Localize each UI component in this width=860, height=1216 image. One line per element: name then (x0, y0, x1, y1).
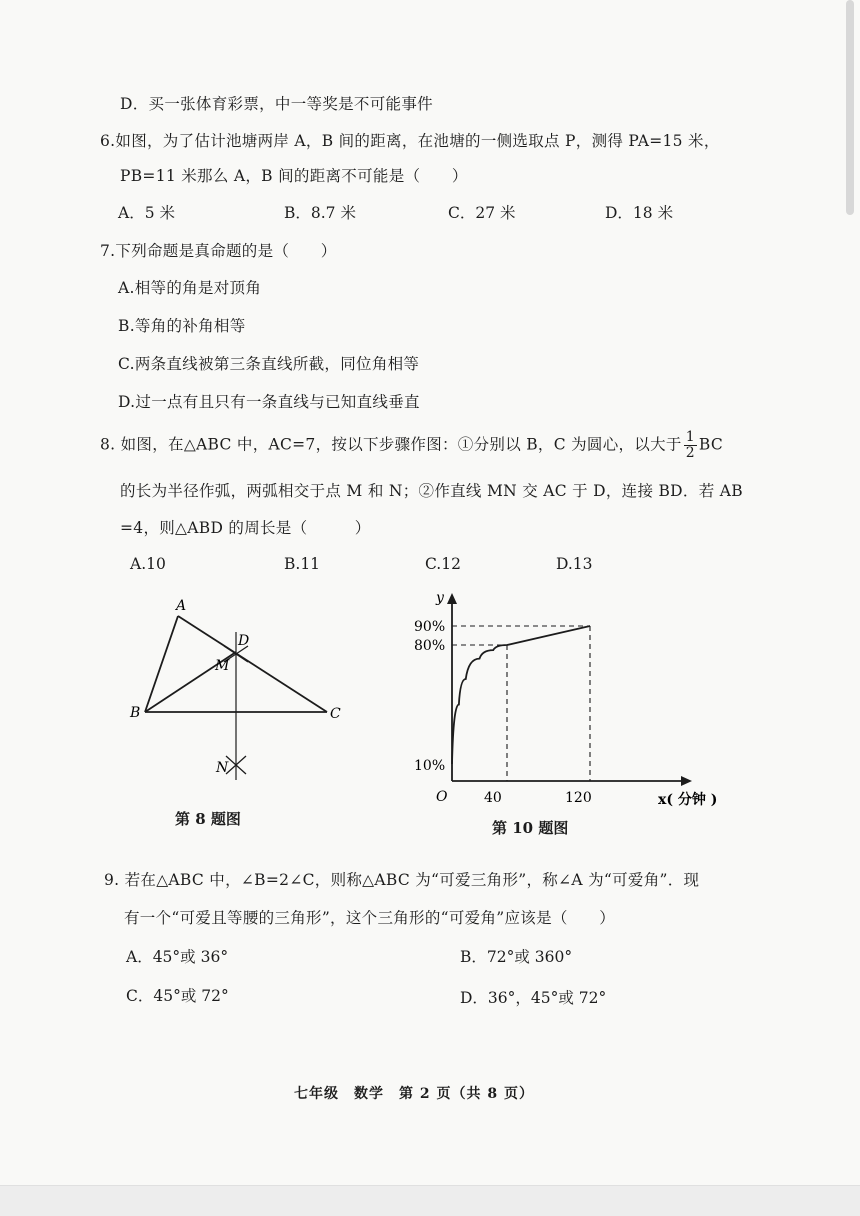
label-d: D (238, 633, 250, 649)
fraction-numerator: 1 (685, 429, 695, 445)
q9-option-d: D．36°，45°或 72° (460, 989, 607, 1007)
label-c: C (330, 706, 341, 722)
q8-option-d: D.13 (556, 555, 593, 573)
q9-option-a: A．45°或 36° (126, 948, 229, 966)
label-b: B (130, 705, 141, 721)
q8-stem-line1-bc: BC (698, 435, 724, 454)
q6-option-d: D．18 米 (605, 204, 674, 222)
label-a: A (176, 598, 187, 614)
q9-option-b: B．72°或 360° (460, 948, 573, 966)
q9-stem-line2: 有一个“可爱且等腰的三角形”，这个三角形的“可爱角”应该是（ ） (124, 909, 616, 927)
x-tick-120: 120 (565, 790, 592, 806)
data-curve (452, 626, 590, 764)
q5-option-d: D．买一张体育彩票，中一等奖是不可能事件 (120, 95, 433, 113)
q8-stem-line2: 的长为半径作弧，两弧相交于点 M 和 N；②作直线 MN 交 AC 于 D，连接 BD．若 AB (120, 482, 743, 500)
q6-stem-line2: PB=11 米那么 A，B 间的距离不可能是（ ） (120, 167, 468, 185)
q7-option-a: A.相等的角是对顶角 (118, 279, 262, 297)
half-fraction (684, 430, 697, 461)
y-axis-label: y (436, 590, 444, 606)
q7-option-b: B.等角的补角相等 (118, 317, 246, 335)
q8-option-c: C.12 (425, 555, 461, 573)
figure-8-caption: 第 8 题图 (175, 810, 241, 828)
origin-label: O (436, 789, 448, 805)
q8-option-a: A.10 (130, 555, 166, 573)
chart-axes (447, 593, 692, 786)
y-tick-80: 80% (414, 638, 446, 654)
x-tick-40: 40 (484, 790, 502, 806)
q6-stem-line1: 6.如图，为了估计池塘两岸 A，B 间的距离，在池塘的一侧选取点 P，测得 PA=15 米， (100, 132, 720, 150)
y-tick-10: 10% (414, 758, 446, 774)
q8-stem-line1-text: 8. 如图，在△ABC 中，AC=7，按以下步骤作图：①分别以 B，C 为圆心，以大于 (100, 435, 682, 454)
page-footer: 七年级 数学 第 2 页（共 8 页） (294, 1086, 534, 1102)
q9-stem-line1: 9. 若在△ABC 中，∠B=2∠C，则称△ABC 为“可爱三角形”，称∠A 为“可爱角”．现 (104, 871, 700, 889)
bottom-bar (0, 1185, 860, 1216)
q7-stem: 7.下列命题是真命题的是（ ） (100, 242, 337, 260)
label-m: M (215, 658, 230, 674)
guide-lines (452, 626, 590, 781)
q7-option-c: C.两条直线被第三条直线所截，同位角相等 (118, 355, 420, 373)
q9-option-c: C．45°或 72° (126, 987, 229, 1005)
q6-option-c: C．27 米 (448, 204, 516, 222)
q7-option-d: D.过一点有且只有一条直线与已知直线垂直 (118, 393, 420, 411)
figure-10-caption: 第 10 题图 (492, 819, 569, 837)
fraction-denominator: 2 (685, 445, 695, 461)
q6-option-b: B．8.7 米 (284, 204, 356, 222)
segment-ab (145, 616, 178, 712)
y-tick-90: 90% (414, 619, 446, 635)
label-n: N (216, 760, 229, 776)
q8-stem-line3: =4，则△ABD 的周长是（ ） (120, 519, 371, 537)
x-axis-label: x( 分钟 ) (658, 792, 718, 808)
q6-option-a: A．5 米 (118, 204, 175, 222)
q8-stem-line1 (100, 430, 723, 461)
segment-ac (178, 616, 327, 712)
q8-option-b: B.11 (284, 555, 321, 573)
x-axis-arrow (681, 776, 692, 786)
figure-8-triangle (120, 590, 360, 790)
y-axis-arrow (447, 593, 457, 604)
vertical-scrollbar[interactable] (846, 0, 854, 215)
figure-10-chart (400, 588, 730, 813)
